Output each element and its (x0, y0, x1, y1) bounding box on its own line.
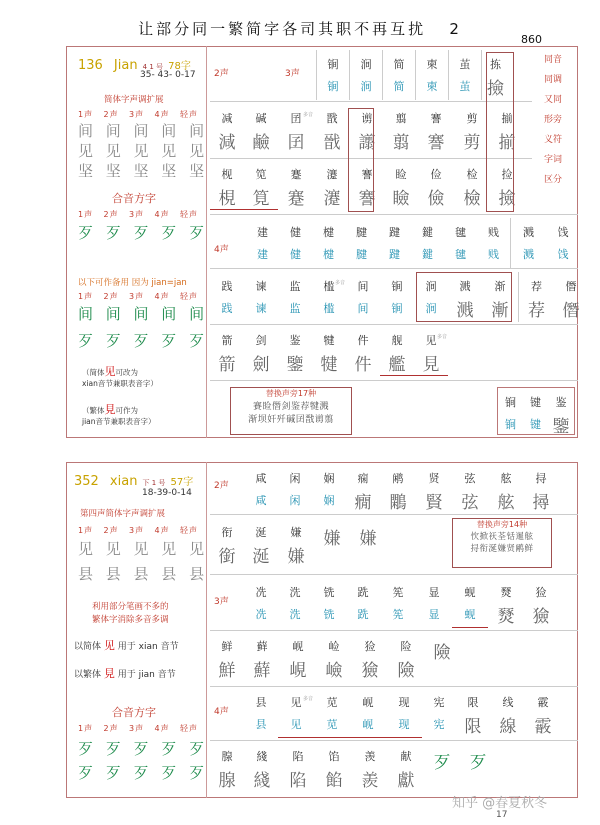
divider (210, 686, 578, 687)
char-cell: 舷 舷 (497, 472, 515, 513)
char-cell: 嫌 (359, 529, 377, 549)
char-cell: 歹 (469, 753, 487, 773)
top-heading-1: 简体字声调扩展 (104, 95, 164, 105)
char-cell: 荐 荐 (518, 272, 554, 322)
char-cell: 楗 楗 (323, 226, 334, 261)
char-cell: 简 简 (382, 50, 415, 100)
char-cell: 键 键 (530, 396, 541, 431)
char-cell: 践 践 (221, 280, 233, 315)
char-cell: 见 多音 见 (278, 688, 314, 738)
char-cell: 闲 闲 (289, 472, 301, 507)
top-note-2: （繁体見可作为 jian音节兼职表音字） (82, 403, 156, 426)
char-cell: 衔 銜 (218, 526, 236, 567)
bottom-use-2: 以繁体 見 用于 jian 音节 (74, 667, 176, 680)
char-count: 78字 (168, 61, 191, 72)
char-cell: 宪 宪 (433, 696, 445, 731)
bottom-glyph-row-4: 歹 歹 歹 歹 歹 (78, 764, 209, 782)
char-cell: 囝 多音 囝 (287, 112, 313, 153)
char-cell: 岘 峴 (289, 640, 307, 681)
char-cell: 见 多音 見 (414, 326, 448, 376)
top-tone-row-2: 1声 2声 3声 4声 轻声 (78, 210, 198, 219)
char-cell: 溅 溅 (510, 218, 546, 268)
page-title: 让部分同一繁简字各司其职不再互扰 2 (138, 20, 462, 38)
char-cell: 僭 僭 (562, 280, 580, 321)
top-glyph-row-3: 坚 坚 坚 坚 坚 (78, 162, 209, 180)
char-cell: 挦 撏 (532, 472, 550, 513)
bottom-heading-2a: 利用部分笔画不多的 (92, 602, 169, 612)
char-cell: 燹 燹 (497, 586, 515, 627)
pinyin: Jian (113, 58, 138, 73)
char-cell: 锏 锏 (316, 50, 349, 100)
bottom-glyph-row-3: 歹 歹 歹 歹 歹 (78, 740, 209, 758)
char-cell: 陷 陷 (289, 750, 307, 791)
char-cell: 减 減 (218, 112, 236, 153)
char-cell: 捡 撿 (498, 168, 516, 209)
bottom-row-5 (244, 688, 560, 738)
char-cell: 腱 腱 (356, 226, 367, 261)
top-row-1 (316, 50, 509, 100)
bottom-glyph-row-1: 见 见 见 见 见 (78, 540, 209, 558)
char-cell: 贤 賢 (425, 472, 443, 513)
top-right-vertical: 同音 同调 又同 形旁 义符 字词 区分 (543, 55, 562, 185)
bottom-row-6 (210, 742, 496, 794)
bottom-header (74, 470, 193, 489)
char-cell: 苋 苋 (314, 688, 350, 738)
char-cell: 枧 梘 (210, 160, 244, 210)
char-cell: 献 獻 (397, 750, 415, 791)
bottom-heading-3: 合音方字 (112, 706, 156, 719)
top-glyph-row-5: 间 间 间 间 间 (78, 305, 209, 323)
index-number: 136 (78, 58, 103, 73)
char-cell: 监 监 (289, 280, 301, 315)
top-tone-3-label: 3声 (285, 69, 300, 79)
highlight-box (348, 108, 374, 212)
top-glyph-row-2: 见 见 见 见 见 (78, 142, 209, 160)
char-cell: 剪 剪 (463, 112, 481, 153)
bottom-row-1 (244, 464, 558, 514)
char-cell: 健 健 (290, 226, 301, 261)
char-cell: 謇 謇 (358, 168, 376, 209)
char-cell: 踺 踺 (389, 226, 400, 261)
char-cell: 谏 谏 (255, 280, 267, 315)
char-cell: 蚬 蚬 (452, 578, 488, 628)
char-cell: 跣 跣 (357, 586, 369, 621)
char-cell: 槛 多音 槛 (323, 280, 345, 315)
char-cell: 鲜 鮮 (218, 640, 236, 681)
char-cell: 锏 锏 (505, 396, 516, 431)
char-cell: 歹 (433, 753, 451, 773)
top-tone-row-1: 1声 2声 3声 4声 轻声 (78, 110, 198, 119)
bottom-heading-2b: 繁体字消除多音多调 (92, 615, 169, 625)
char-cell: 弦 弦 (461, 472, 479, 513)
char-cell: 洗 洗 (289, 586, 301, 621)
char-cell: 咸 咸 (255, 472, 267, 507)
extra-box (497, 387, 575, 435)
char-cell: 剑 劍 (252, 334, 270, 375)
bottom-counts: 18-39-0-14 (142, 488, 192, 498)
char-cell: 鉴 鑒 (286, 334, 304, 375)
char-cell: 鹇 鷴 (389, 472, 407, 513)
top-row-6 (210, 326, 448, 376)
char-cell: 显 显 (428, 586, 440, 621)
char-cell: 笕 筧 (244, 160, 278, 210)
char-cell: 涧 涧 (425, 280, 437, 315)
char-cell: 柬 柬 (415, 50, 448, 100)
char-cell: 渐 漸 (491, 280, 509, 321)
bottom-row-4 (210, 632, 460, 684)
char-cell: 贱 贱 (488, 226, 499, 261)
char-cell: 舰 艦 (380, 326, 414, 376)
char-cell: 猃 獫 (361, 640, 379, 681)
char-cell: 睑 瞼 (392, 168, 410, 209)
top-row-5 (210, 272, 588, 322)
divider (210, 324, 578, 325)
char-cell: 霰 霰 (534, 696, 552, 737)
char-cell: 嫌 嫌 (287, 526, 305, 567)
footnote: 17 (496, 810, 508, 820)
char-cell: 县 县 (255, 696, 267, 731)
char-count: 57字 (170, 477, 194, 488)
top-tone-2-label: 2声 (214, 69, 229, 79)
char-cell: 痫 癇 (354, 472, 372, 513)
small-note: 下 1 号 (142, 479, 166, 487)
char-cell: 溅 溅 (456, 280, 474, 321)
highlight-box (486, 52, 514, 212)
top-note-1: （简体见可改为 xian音节兼职表音字） (82, 365, 158, 388)
divider (210, 380, 578, 381)
char-cell: 间 间 (357, 280, 369, 315)
char-cell: 谫 譾 (358, 112, 376, 153)
index-number: 352 (74, 474, 99, 489)
bottom-tone-3-label: 3声 (214, 597, 229, 607)
divider (210, 574, 578, 575)
char-cell: 崄 嶮 (325, 640, 343, 681)
bottom-tone-2-label: 2声 (214, 481, 229, 491)
char-cell: 嫌 (323, 529, 341, 549)
char-cell: 茧 茧 (448, 50, 481, 100)
divider (210, 214, 578, 215)
char-cell: 建 建 (257, 226, 268, 261)
char-cell: 鍵 鍵 (422, 226, 433, 261)
top-counts: 35- 43- 0-17 (140, 70, 196, 80)
char-cell: 冼 冼 (255, 586, 267, 621)
char-cell: 铣 铣 (323, 586, 335, 621)
char-cell: 娴 娴 (323, 472, 335, 507)
char-cell: 检 檢 (463, 168, 481, 209)
bottom-row-3 (244, 578, 558, 628)
char-cell: 限 限 (464, 696, 482, 737)
char-cell: 锏 锏 (391, 280, 403, 315)
char-cell: 戬 戩 (323, 112, 341, 153)
top-tone-4-label: 4声 (214, 245, 229, 255)
replace-box: 替换声旁17种 賽睑僭剑鉴荐犍溅 渐坝奸歼碱囝戬谫翦 (230, 387, 352, 435)
page-number: 860 (521, 33, 542, 46)
bottom-row-2 (210, 518, 386, 572)
bottom-use-1: 以简体 见 用于 xian 音节 (74, 639, 179, 652)
char-cell: 藓 蘚 (253, 640, 271, 681)
char-cell: 筅 筅 (392, 586, 404, 621)
char-cell: 拣 撿 (481, 50, 509, 100)
small-note: 4 1 号 (142, 63, 164, 71)
char-cell: 蹇 蹇 (287, 168, 305, 209)
top-tone-row-3: 1声 2声 3声 4声 轻声 (78, 292, 198, 301)
divider (210, 268, 578, 269)
char-cell: 險 (433, 643, 451, 663)
divider (210, 630, 578, 631)
top-glyph-row-4: 歹 歹 歹 歹 歹 (78, 224, 209, 242)
char-cell: 俭 儉 (427, 168, 445, 209)
char-cell: 箭 箭 (218, 334, 236, 375)
char-cell: 线 線 (499, 696, 517, 737)
divider (210, 514, 578, 515)
char-cell: 鉴 鑒 (552, 396, 570, 437)
char-cell: 现 现 (386, 688, 422, 738)
pinyin: xian (109, 474, 138, 489)
top-heading-2: 合音方字 (112, 192, 156, 205)
char-cell: 謇 謇 (427, 112, 445, 153)
char-cell: 翦 翦 (392, 112, 410, 153)
divider (210, 101, 532, 102)
char-cell: 岘 岘 (350, 688, 386, 738)
char-cell: 馅 餡 (325, 750, 343, 791)
char-cell: 碱 鹼 (252, 112, 270, 153)
char-cell: 涧 涧 (349, 50, 382, 100)
bottom-tone-4-label: 4声 (214, 707, 229, 717)
char-cell: 綫 綫 (253, 750, 271, 791)
char-cell: 瀽 瀽 (323, 168, 341, 209)
bottom-tone-row-3: 1声 2声 3声 4声 轻声 (78, 724, 198, 733)
top-glyph-row-6: 歹 歹 歹 歹 歹 (78, 332, 209, 350)
top-row-4 (246, 218, 580, 268)
top-glyph-row-1: 间 间 间 间 间 (78, 122, 209, 140)
char-cell: 毽 毽 (455, 226, 466, 261)
bottom-glyph-row-2: 县 县 县 县 县 (78, 565, 209, 583)
divider (210, 740, 578, 741)
char-cell: 猃 獫 (532, 586, 550, 627)
char-cell: 饯 饯 (557, 226, 569, 261)
bottom-heading-1: 第四声简体字声调扩展 (80, 509, 166, 519)
top-heading-3: 以下可作备用 因为 jian=jan (78, 278, 187, 288)
bottom-tone-row-1: 1声 2声 3声 4声 轻声 (78, 526, 198, 535)
char-cell: 腺 腺 (218, 750, 236, 791)
highlight-box (416, 272, 512, 322)
char-cell: 险 險 (397, 640, 415, 681)
replace-box: 替换声旁14种 忺掀祆荃铦暹舷 挦衔涎嫌贤鹇鲜 (452, 518, 552, 568)
watermark: 知乎 @春夏秋冬 (452, 796, 548, 811)
char-cell: 件 件 (354, 334, 372, 375)
char-cell: 犍 犍 (320, 334, 338, 375)
char-cell: 羡 羨 (361, 750, 379, 791)
char-cell: 涎 涎 (252, 526, 270, 567)
char-cell: 揃 揃 (498, 112, 516, 153)
